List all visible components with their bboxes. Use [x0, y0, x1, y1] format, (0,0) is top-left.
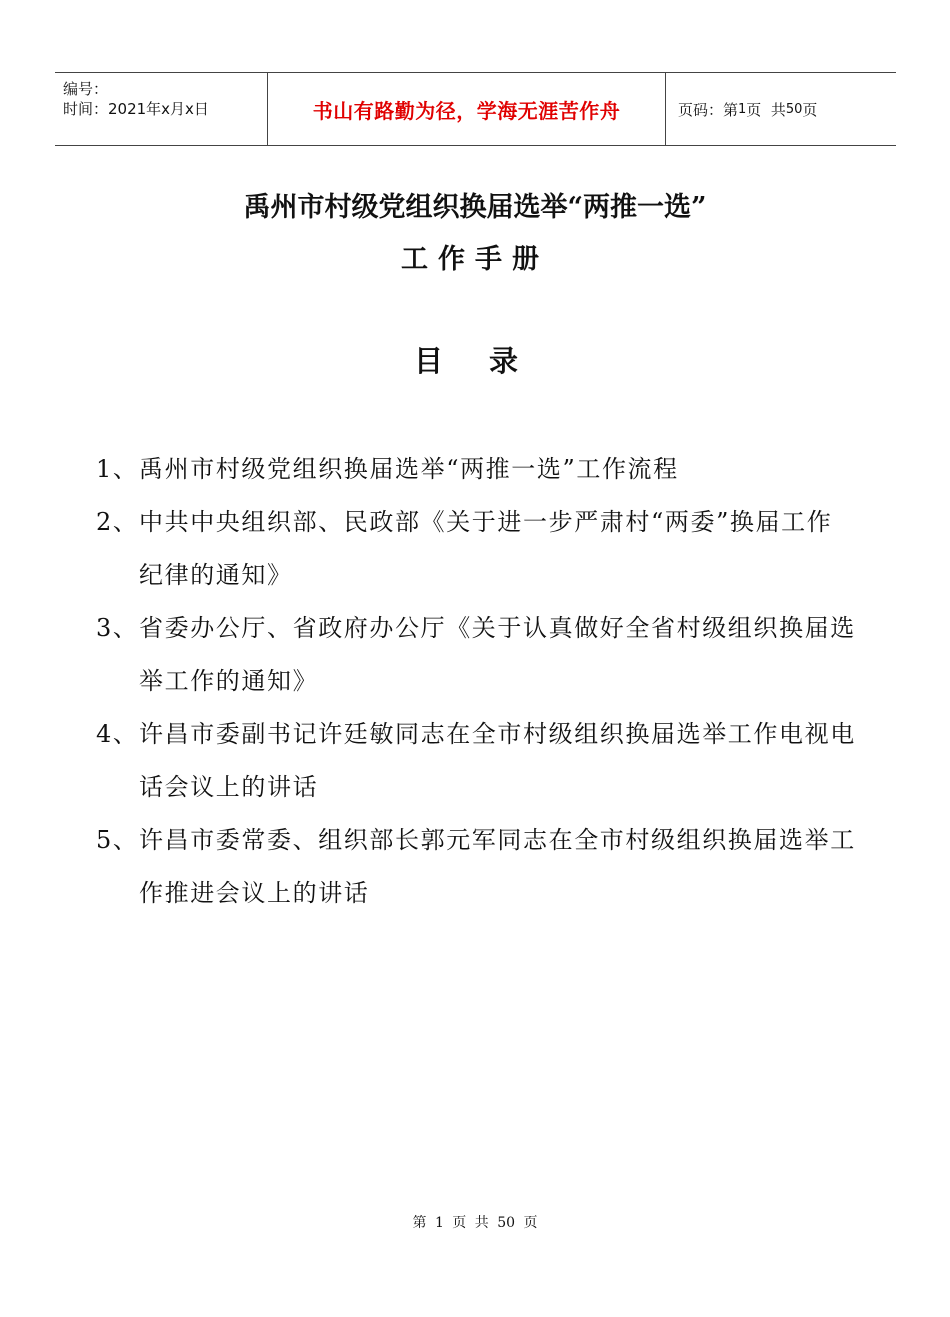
header-page-info [666, 73, 896, 145]
page-prefix: 页码：第 [678, 100, 739, 119]
page-mid: 页 共 [746, 100, 786, 119]
header-motto: 书山有路勤为径，学海无涯苦作舟 [268, 73, 666, 145]
toc-item-text: 中共中央组织部、民政部《关于进一步严肃村“两委”换届工作纪律的通知》 [139, 508, 833, 589]
page-suffix: 页 [802, 100, 818, 119]
toc-item [96, 602, 856, 708]
page-number: 1 [738, 101, 747, 117]
toc-heading: 目 录 [413, 344, 537, 378]
toc-item-number: 5、 [96, 826, 139, 854]
table-of-contents [96, 443, 856, 920]
serial-label: 编号： [63, 80, 109, 98]
header-meta [55, 73, 268, 145]
toc-item [96, 814, 856, 920]
toc-item-number: 3、 [96, 614, 139, 642]
toc-item-number: 1、 [96, 455, 139, 483]
page-footer: 第 1 页 共 50 页 [412, 1215, 538, 1231]
toc-item-number: 2、 [96, 508, 139, 536]
toc-item-text: 许昌市委副书记许廷敏同志在全市村级组织换届选举工作电视电话会议上的讲话 [139, 720, 856, 801]
toc-item-text: 禹州市村级党组织换届选举“两推一选”工作流程 [139, 455, 679, 483]
toc-item [96, 443, 856, 496]
page-total: 50 [785, 101, 803, 117]
time-label: 时间：2021年x月x日 [63, 100, 209, 118]
document-subtitle: 工作手册 [401, 244, 549, 275]
toc-item-text: 省委办公厅、省政府办公厅《关于认真做好全省村级组织换届选举工作的通知》 [139, 614, 856, 695]
toc-item-text: 许昌市委常委、组织部长郭元军同志在全市村级组织换届选举工作推进会议上的讲话 [139, 826, 856, 907]
document-header [55, 72, 896, 146]
document-title: 禹州市村级党组织换届选举“两推一选” [243, 192, 707, 223]
toc-item [96, 496, 856, 602]
toc-item-number: 4、 [96, 720, 139, 748]
toc-item [96, 708, 856, 814]
